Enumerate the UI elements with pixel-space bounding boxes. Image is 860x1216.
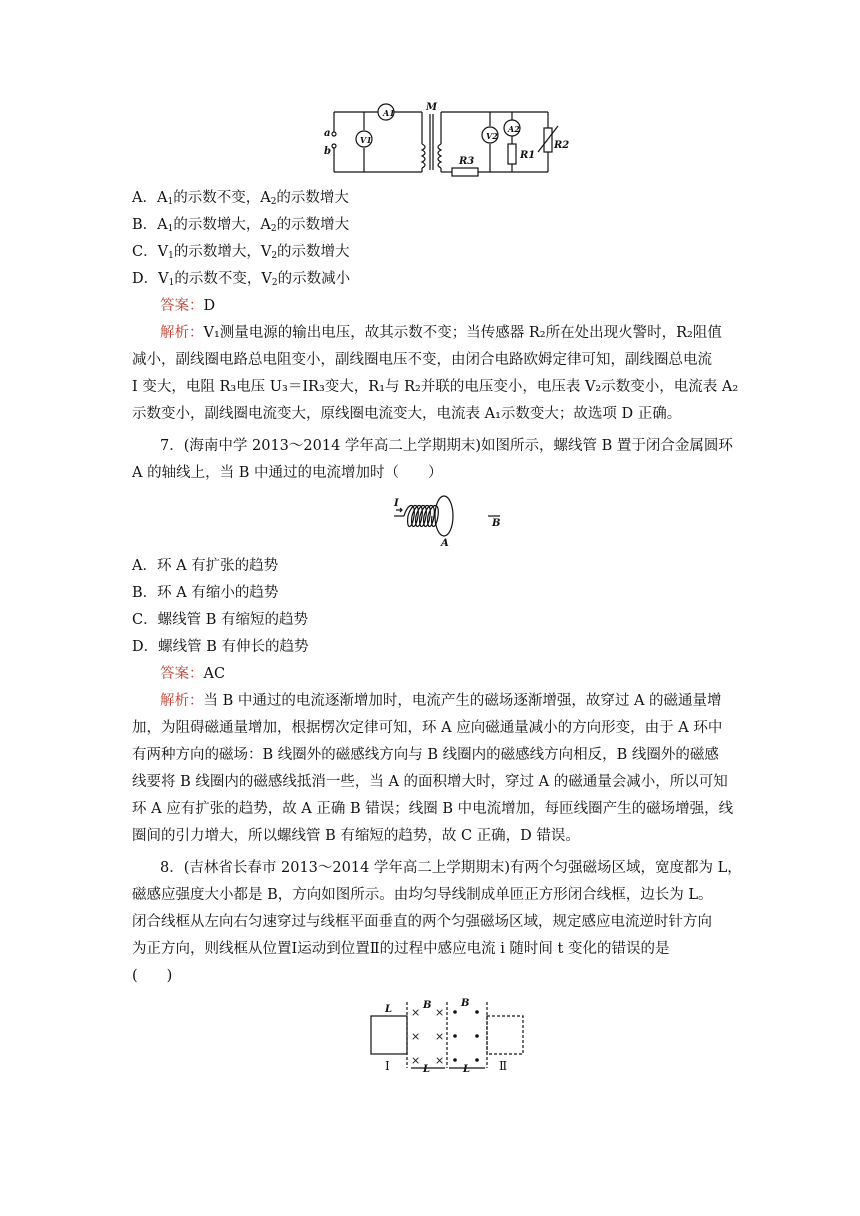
svg-text:B: B bbox=[492, 518, 501, 529]
q8-stem-line-2: 磁感应强度大小都是 B，方向如图所示。由均匀导线制成单匝正方形闭合线框，边长为 L。 bbox=[132, 887, 713, 903]
svg-text:Ⅱ: Ⅱ bbox=[499, 1059, 508, 1073]
svg-text:×: × bbox=[435, 1006, 445, 1019]
svg-text:L: L bbox=[423, 1064, 431, 1075]
q7-stem-line-1: 7．(海南中学 2013～2014 学年高二上学期期末)如图所示，螺线管 B 置于闭合金属圆环 bbox=[160, 438, 733, 454]
svg-text:A2: A2 bbox=[508, 124, 520, 134]
svg-text:M: M bbox=[426, 102, 438, 113]
q8-stem-line-1: 8．(吉林省长春市 2013～2014 学年高二上学期期末)有两个匀强磁场区域，宽度都为 L， bbox=[160, 860, 742, 876]
q6-option-d: D．$V_1$的示数不变，$V_2$的示数减小 bbox=[132, 271, 351, 288]
q7-option-a: A．环 A 有扩张的趋势 bbox=[132, 558, 279, 574]
svg-text:R3: R3 bbox=[459, 156, 475, 167]
q7-analysis-line-5: 环 A 应有扩张的趋势，故 A 正确 B 错误；线圈 B 中电流增加，每匝线圈产生的磁场增强，线 bbox=[132, 801, 734, 817]
magnetic-field-regions-figure bbox=[365, 994, 530, 1076]
svg-text:A1: A1 bbox=[383, 108, 395, 118]
svg-text:×: × bbox=[411, 1054, 421, 1067]
q6-option-a: A．$A_1$的示数不变，$A_2$的示数增大 bbox=[132, 190, 349, 207]
svg-text:R2: R2 bbox=[554, 140, 570, 151]
svg-text:A: A bbox=[441, 538, 449, 548]
q7-option-d: D．螺线管 B 有伸长的趋势 bbox=[132, 639, 309, 655]
q7-option-b: B．环 A 有缩小的趋势 bbox=[132, 585, 279, 601]
q7-analysis-line-2: 加，为阻碍磁通量增加，根据楞次定律可知，环 A 应向磁通量减小的方向形变，由于 A 环中 bbox=[132, 720, 723, 736]
svg-text:B: B bbox=[461, 998, 470, 1009]
solenoid-ring-figure bbox=[388, 490, 508, 548]
svg-text:V2: V2 bbox=[486, 131, 498, 141]
svg-text:a: a bbox=[324, 128, 331, 139]
q7-answer: 答案：AC bbox=[160, 666, 226, 682]
svg-text:×: × bbox=[435, 1030, 445, 1043]
svg-text:V1: V1 bbox=[360, 135, 372, 145]
q6-analysis-line-1: 解析：V₁测量电源的输出电压，故其示数不变；当传感器 R₂所在处出现火警时，R₂阻值 bbox=[160, 325, 722, 341]
svg-text:b: b bbox=[324, 146, 331, 157]
svg-text:×: × bbox=[435, 1054, 445, 1067]
q7-analysis-line-6: 圈间的引力增大，所以螺线管 B 有缩短的趋势，故 C 正确，D 错误。 bbox=[132, 828, 580, 844]
q8-stem-line-5: ( ) bbox=[132, 968, 173, 984]
svg-text:L: L bbox=[385, 1004, 393, 1015]
svg-text:×: × bbox=[411, 1030, 421, 1043]
svg-text:L: L bbox=[463, 1064, 471, 1075]
q6-analysis-line-4: 示数变小，副线圈电流变大，原线圈电流变大，电流表 A₁示数变大；故选项 D 正确。 bbox=[132, 406, 682, 422]
q8-stem-line-3: 闭合线框从左向右匀速穿过与线框平面垂直的两个匀强磁场区域，规定感应电流逆时针方向 bbox=[132, 914, 712, 930]
svg-text:R1: R1 bbox=[520, 150, 536, 161]
q7-option-c: C．螺线管 B 有缩短的趋势 bbox=[132, 612, 308, 628]
svg-text:I: I bbox=[394, 498, 399, 509]
q6-analysis-line-2: 减小，副线圈电路总电阻变小，副线圈电压不变，由闭合电路欧姆定律可知，副线圈总电流 bbox=[132, 352, 712, 368]
svg-text:×: × bbox=[411, 1006, 421, 1019]
q7-stem-line-2: A 的轴线上，当 B 中通过的电流增加时（ ） bbox=[132, 465, 443, 481]
svg-text:B: B bbox=[423, 1000, 432, 1011]
q7-analysis-line-3: 有两种方向的磁场：B 线圈外的磁感线方向与 B 线圈内的磁感线方向相反，B 线圈外的磁感 bbox=[132, 747, 719, 763]
transformer-circuit-figure bbox=[320, 98, 570, 182]
svg-text:Ⅰ: Ⅰ bbox=[385, 1059, 390, 1073]
q7-analysis-line-1: 解析：当 B 中通过的电流逐渐增加时，电流产生的磁场逐渐增强，故穿过 A 的磁通量增 bbox=[160, 693, 722, 709]
q7-analysis-line-4: 线要将 B 线圈内的磁感线抵消一些，当 A 的面积增大时，穿过 A 的磁通量会减小，所以可知 bbox=[132, 774, 728, 790]
q8-stem-line-4: 为正方向，则线框从位置Ⅰ运动到位置Ⅱ的过程中感应电流 i 随时间 t 变化的错误的是 bbox=[132, 941, 670, 957]
q6-option-c: C．$V_1$的示数增大，$V_2$的示数增大 bbox=[132, 244, 350, 261]
q6-option-b: B．$A_1$的示数增大，$A_2$的示数增大 bbox=[132, 217, 350, 234]
q6-analysis-line-3: I 变大，电阻 R₃电压 U₃＝IR₃变大，R₁与 R₂并联的电压变小，电压表 V₂示数变小，电流表 A₂ bbox=[132, 379, 739, 395]
q6-answer: 答案：D bbox=[160, 298, 216, 314]
